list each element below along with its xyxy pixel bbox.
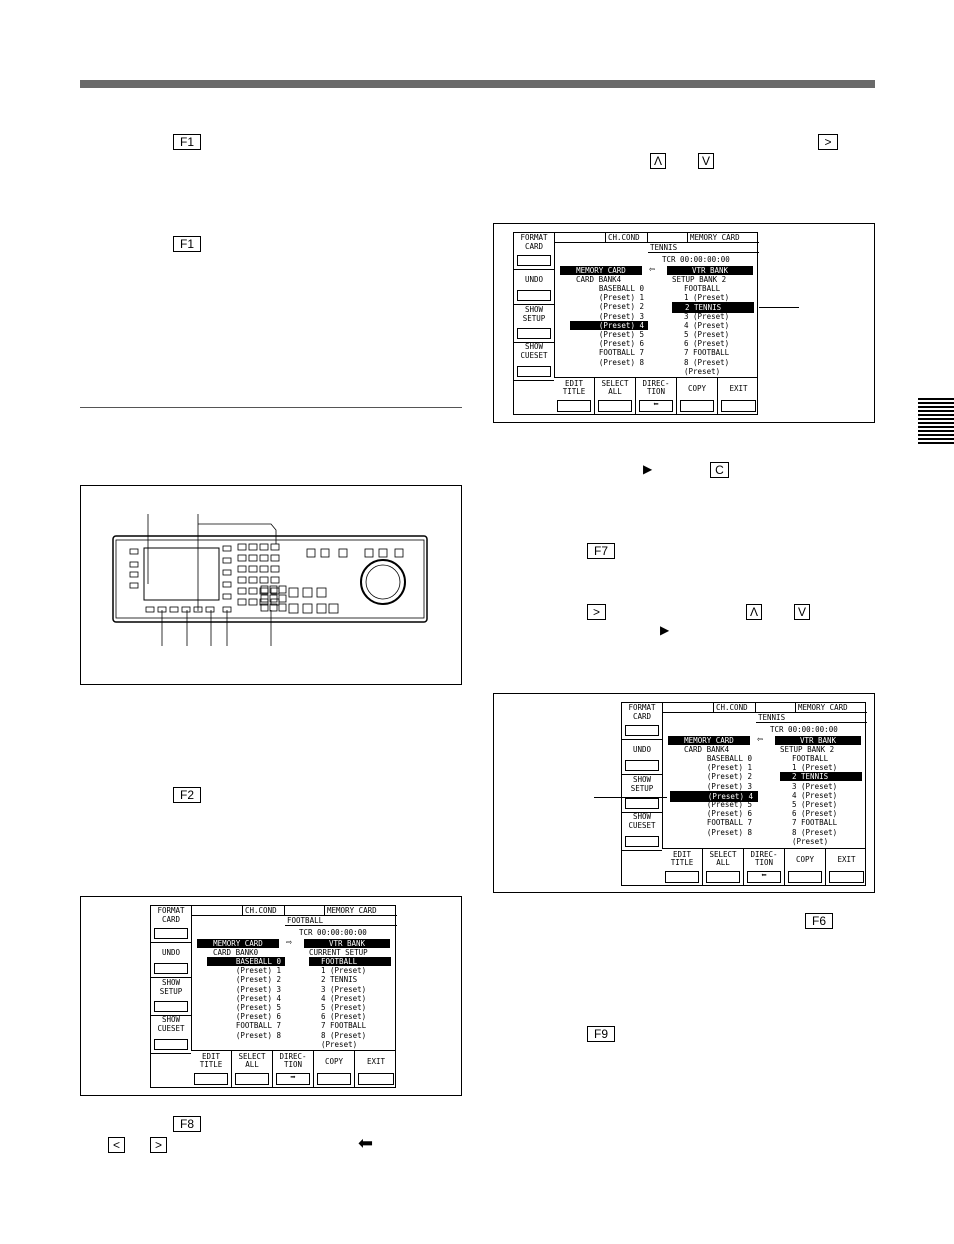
vtr-list-item[interactable]: 6 (Preset) xyxy=(684,339,730,349)
title-field: TENNIS xyxy=(648,243,759,253)
header-blank xyxy=(285,906,325,916)
title-field: TENNIS xyxy=(756,713,867,723)
vtr-list-item[interactable]: 3 (Preset) xyxy=(792,781,838,791)
card-list-item[interactable]: BASEBALL 0 xyxy=(207,957,285,966)
show-setup-button[interactable]: SHOW SETUP xyxy=(514,305,554,343)
card-list-item[interactable]: (Preset) 6 xyxy=(706,809,752,819)
select-all-button[interactable]: SELECT ALL xyxy=(703,849,744,885)
panel-key xyxy=(238,555,246,561)
vtr-list-item[interactable]: FOOTBALL xyxy=(684,284,721,293)
top-rule xyxy=(80,80,875,88)
vtr-list-item[interactable]: 3 (Preset) xyxy=(321,984,367,994)
vtr-bank-label: VTR BANK xyxy=(667,266,753,275)
transfer-arrow-icon: ⇦ xyxy=(757,734,764,745)
vtr-list-item[interactable]: 6 (Preset) xyxy=(792,809,838,819)
undo-button[interactable]: UNDO xyxy=(151,942,191,978)
panel-key xyxy=(261,586,268,593)
function-bar xyxy=(662,848,865,885)
memory-card-header: MEMORY CARD xyxy=(796,703,867,713)
exit-button[interactable]: EXIT xyxy=(718,378,759,414)
vtr-list-item[interactable]: 4 (Preset) xyxy=(792,790,838,800)
f1-key: F1 xyxy=(173,236,201,252)
show-cueset-button[interactable]: SHOW CUESET xyxy=(514,342,554,381)
panel-key xyxy=(261,595,268,602)
side-menu xyxy=(514,233,555,378)
right-key: > xyxy=(818,134,838,150)
card-list-item[interactable]: (Preset) 3 xyxy=(235,984,281,994)
function-bar xyxy=(554,377,757,414)
copy-button[interactable]: COPY xyxy=(785,849,826,885)
panel-key xyxy=(249,555,257,561)
left-arrow-icon: ⬅ xyxy=(358,1133,374,1153)
copy-button[interactable]: COPY xyxy=(314,1051,355,1087)
memory-card-header: MEMORY CARD xyxy=(325,906,397,916)
setup-bank: SETUP BANK 2 xyxy=(672,275,727,284)
panel-key xyxy=(279,586,286,593)
right-key: > xyxy=(587,604,606,620)
vtr-list-item[interactable]: 2 TENNIS xyxy=(321,975,358,985)
f2-key: F2 xyxy=(173,787,201,803)
card-list-item[interactable]: (Preset) 4 xyxy=(235,993,281,1003)
header-blank xyxy=(648,233,688,243)
panel-key xyxy=(238,566,246,572)
down-key: V xyxy=(794,604,810,620)
vtr-bank-label: VTR BANK xyxy=(775,736,861,745)
panel-key xyxy=(260,555,268,561)
card-list-item[interactable]: (Preset) 5 xyxy=(598,330,644,339)
function-bar xyxy=(191,1050,395,1087)
undo-button[interactable]: UNDO xyxy=(622,739,662,775)
panel-key xyxy=(260,544,268,550)
card-list-item[interactable]: (Preset) 1 xyxy=(235,966,281,976)
ch-cond-header: CH.COND xyxy=(243,906,285,916)
card-list-item[interactable]: (Preset) 5 xyxy=(706,800,752,809)
panel-key xyxy=(238,599,246,605)
exit-button[interactable]: EXIT xyxy=(355,1051,397,1087)
callout-line xyxy=(594,797,667,798)
vtr-bank-label: VTR BANK xyxy=(304,939,390,948)
memory-card-label: MEMORY CARD xyxy=(560,266,642,275)
card-list-item[interactable]: (Preset) 8 xyxy=(598,357,644,367)
panel-key xyxy=(271,577,279,583)
card-list-item[interactable]: (Preset) 2 xyxy=(598,302,644,312)
f8-key: F8 xyxy=(173,1116,201,1132)
transfer-arrow-icon: ⇨ xyxy=(286,937,293,948)
figure-frame xyxy=(80,896,462,1096)
edit-title-button[interactable]: EDIT TITLE xyxy=(662,849,703,885)
card-bank: CARD BANK4 xyxy=(684,745,730,754)
card-list-item[interactable]: (Preset) 1 xyxy=(598,293,644,303)
vtr-list-item[interactable]: 3 (Preset) xyxy=(684,311,730,321)
card-list-item[interactable]: (Preset) 8 xyxy=(235,1030,281,1040)
card-list-item[interactable]: FOOTBALL 7 xyxy=(235,1021,281,1031)
tcr-readout: TCR 00:00:00:00 xyxy=(299,928,367,937)
control-panel-figure xyxy=(80,485,462,685)
c-key: C xyxy=(710,462,729,478)
direction-arrow-icon: ⬅ xyxy=(639,400,673,412)
panel-key xyxy=(249,544,257,550)
vtr-list-item[interactable]: 7 FOOTBALL xyxy=(321,1021,367,1031)
panel-key xyxy=(279,595,286,602)
header-blank xyxy=(554,233,606,243)
f9-key: F9 xyxy=(587,1026,615,1042)
section-rule xyxy=(80,407,462,408)
header-blank xyxy=(662,703,714,713)
left-key: < xyxy=(108,1137,125,1153)
play-icon: ▶ xyxy=(643,462,653,476)
header-blank xyxy=(756,703,796,713)
show-cueset-button[interactable]: SHOW CUESET xyxy=(151,1015,191,1054)
panel-key xyxy=(238,577,246,583)
direction-button[interactable]: DIREC- TION ⬅ xyxy=(636,378,677,414)
card-list-item[interactable]: BASEBALL 0 xyxy=(706,754,752,763)
up-key: Λ xyxy=(746,604,762,620)
select-all-button[interactable]: SELECT ALL xyxy=(232,1051,273,1087)
card-list-item[interactable]: (Preset) 2 xyxy=(706,772,752,782)
panel-key xyxy=(279,604,286,611)
vtr-list-item[interactable]: 5 (Preset) xyxy=(321,1003,367,1012)
card-list-item[interactable]: (Preset) 6 xyxy=(598,339,644,349)
vtr-list-item[interactable]: FOOTBALL xyxy=(309,957,391,966)
vtr-list-item[interactable]: 7 FOOTBALL xyxy=(792,818,838,828)
header-blank xyxy=(191,906,243,916)
transfer-arrow-icon: ⇦ xyxy=(649,264,656,275)
vtr-list-item[interactable]: 7 FOOTBALL xyxy=(684,348,730,358)
tcr-readout: TCR 00:00:00:00 xyxy=(662,255,730,264)
vtr-list-item[interactable]: (Preset) xyxy=(684,366,721,376)
panel-key xyxy=(249,577,257,583)
memory-card-label: MEMORY CARD xyxy=(668,736,750,745)
vtr-list-item[interactable]: 1 (Preset) xyxy=(321,966,367,976)
show-setup-button[interactable]: SHOW SETUP xyxy=(151,978,191,1016)
undo-button[interactable]: UNDO xyxy=(514,269,554,305)
vtr-list-item[interactable]: 1 (Preset) xyxy=(684,293,730,303)
copy-button[interactable]: COPY xyxy=(677,378,718,414)
side-menu xyxy=(151,906,192,1051)
vtr-list-item[interactable]: 2 TENNIS xyxy=(672,302,754,313)
card-list-item[interactable]: (Preset) 5 xyxy=(235,1003,281,1012)
play-icon: ▶ xyxy=(660,623,670,637)
up-key: Λ xyxy=(650,153,666,169)
figure-frame xyxy=(493,223,875,423)
panel-key xyxy=(260,577,268,583)
vtr-list-item[interactable]: FOOTBALL xyxy=(792,754,829,763)
exit-button[interactable]: EXIT xyxy=(826,849,867,885)
vtr-list-item[interactable]: 8 (Preset) xyxy=(792,827,838,837)
vtr-list-item[interactable]: 4 (Preset) xyxy=(321,993,367,1003)
vtr-list-item[interactable]: 8 (Preset) xyxy=(321,1030,367,1040)
panel-key xyxy=(260,566,268,572)
f7-key: F7 xyxy=(587,543,615,559)
direction-button[interactable]: DIREC- TION ➡ xyxy=(273,1051,314,1087)
card-list-item[interactable]: (Preset) 3 xyxy=(598,311,644,321)
card-list-item[interactable]: (Preset) 6 xyxy=(235,1012,281,1022)
callout-line xyxy=(759,307,799,308)
f1-key: F1 xyxy=(173,134,201,150)
format-card-button[interactable]: FORMAT CARD xyxy=(514,233,554,270)
vtr-list-item[interactable]: (Preset) xyxy=(321,1039,358,1049)
section-edge-tab xyxy=(918,398,954,444)
select-all-button[interactable]: SELECT ALL xyxy=(595,378,636,414)
right-key: > xyxy=(150,1137,167,1153)
card-list-item[interactable]: (Preset) 1 xyxy=(706,763,752,773)
direction-button[interactable]: DIREC- TION ⬅ xyxy=(744,849,785,885)
control-panel-drawing xyxy=(81,486,461,684)
panel-key xyxy=(249,566,257,572)
format-card-button[interactable]: FORMAT CARD xyxy=(151,906,191,943)
setup-bank: CURRENT SETUP xyxy=(309,948,368,957)
show-cueset-button[interactable]: SHOW CUESET xyxy=(622,812,662,851)
format-card-button[interactable]: FORMAT CARD xyxy=(622,703,662,740)
vtr-list-item[interactable]: 4 (Preset) xyxy=(684,320,730,330)
card-list-item[interactable]: (Preset) 3 xyxy=(706,781,752,791)
title-field: FOOTBALL xyxy=(285,916,397,926)
card-bank: CARD BANK4 xyxy=(576,275,622,284)
card-list-item[interactable]: FOOTBALL 7 xyxy=(598,348,644,358)
down-key: V xyxy=(698,153,714,169)
direction-arrow-icon: ⬅ xyxy=(747,871,781,883)
ch-cond-header: CH.COND xyxy=(606,233,648,243)
vtr-list-item[interactable]: (Preset) xyxy=(792,836,829,846)
vtr-list-item[interactable]: 1 (Preset) xyxy=(792,763,838,773)
card-list-item[interactable]: BASEBALL 0 xyxy=(598,284,644,293)
screen-display xyxy=(150,905,396,1088)
setup-bank: SETUP BANK 2 xyxy=(780,745,835,754)
vtr-list-item[interactable]: 5 (Preset) xyxy=(684,330,730,339)
edit-title-button[interactable]: EDIT TITLE xyxy=(554,378,595,414)
direction-arrow-icon: ➡ xyxy=(276,1073,310,1085)
show-setup-button[interactable]: SHOW SETUP xyxy=(622,775,662,813)
panel-key xyxy=(238,544,246,550)
side-menu xyxy=(622,703,663,849)
card-list-item[interactable]: (Preset) 4 xyxy=(670,791,758,802)
memory-card-header: MEMORY CARD xyxy=(688,233,759,243)
ch-cond-header: CH.COND xyxy=(714,703,756,713)
panel-key xyxy=(238,588,246,594)
vtr-list-item[interactable]: 5 (Preset) xyxy=(792,800,838,809)
tcr-readout: TCR 00:00:00:00 xyxy=(770,725,838,734)
memory-card-label: MEMORY CARD xyxy=(197,939,279,948)
screen-display xyxy=(513,232,758,415)
edit-title-button[interactable]: EDIT TITLE xyxy=(191,1051,232,1087)
vtr-list-item[interactable]: 2 TENNIS xyxy=(780,772,862,781)
card-list-item[interactable]: (Preset) 2 xyxy=(235,975,281,985)
vtr-list-item[interactable]: 6 (Preset) xyxy=(321,1012,367,1022)
panel-key xyxy=(271,566,279,572)
screen-display xyxy=(621,702,866,886)
vtr-list-item[interactable]: 8 (Preset) xyxy=(684,357,730,367)
card-bank: CARD BANK0 xyxy=(213,948,259,957)
panel-key xyxy=(271,544,279,550)
card-list-item[interactable]: FOOTBALL 7 xyxy=(706,818,752,828)
panel-key xyxy=(249,599,257,605)
card-list-item[interactable]: (Preset) 8 xyxy=(706,827,752,837)
card-list-item[interactable]: (Preset) 4 xyxy=(570,321,648,330)
panel-key xyxy=(271,555,279,561)
f6-key: F6 xyxy=(805,913,833,929)
figure-frame xyxy=(493,693,875,893)
panel-key xyxy=(249,588,257,594)
